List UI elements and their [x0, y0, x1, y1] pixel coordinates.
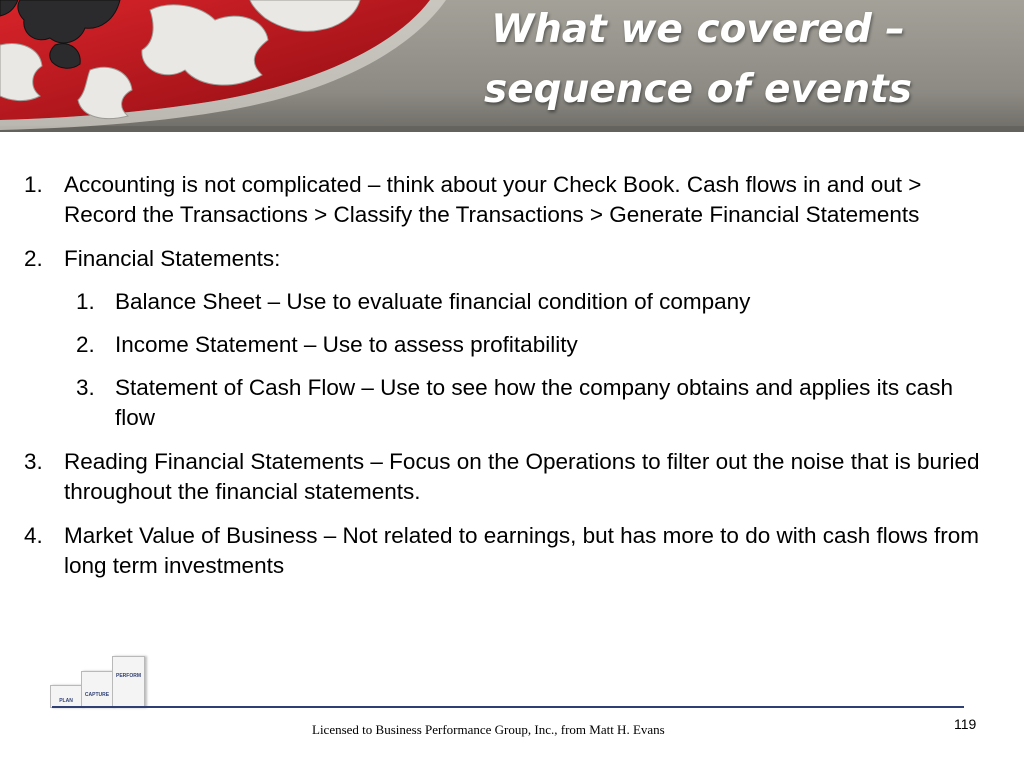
- slide-title: [438, 0, 958, 120]
- list-number: 4.: [24, 523, 43, 548]
- list-item: [24, 170, 994, 230]
- header-banner: [0, 0, 1024, 132]
- sub-list-text: Statement of Cash Flow – Use to see how the company obtains and applies its cash flow: [115, 375, 953, 430]
- sub-list-item: [76, 373, 994, 433]
- sub-list-number: 2.: [76, 332, 95, 357]
- logo-step-label: PLAN: [59, 698, 73, 704]
- logo-step-label: PERFORM: [116, 673, 141, 679]
- logo-step-label: CAPTURE: [84, 692, 110, 698]
- footer-divider: [52, 706, 964, 708]
- list-number: 3.: [24, 449, 43, 474]
- page-number: 119: [954, 716, 977, 732]
- footer-license: Licensed to Business Performance Group, Inc., from Matt H. Evans: [312, 722, 665, 737]
- sub-list-item: [76, 287, 994, 317]
- list-text: Financial Statements:: [64, 246, 281, 271]
- logo-step-capture: [81, 671, 113, 708]
- title-line-1: What we covered –: [491, 7, 905, 52]
- main-list: [24, 170, 994, 581]
- sub-list-text: Balance Sheet – Use to evaluate financial condition of company: [115, 289, 751, 314]
- list-item: [24, 244, 994, 433]
- slide-content: [24, 170, 994, 595]
- list-text: Reading Financial Statements – Focus on the Operations to filter out the noise that is buried throughout the financial statements.: [64, 449, 980, 504]
- sub-list-text: Income Statement – Use to assess profitability: [115, 332, 578, 357]
- sub-list-item: [76, 330, 994, 360]
- sub-list-number: 1.: [76, 289, 95, 314]
- title-line-2: sequence of events: [484, 67, 912, 112]
- list-item: [24, 521, 994, 581]
- list-number: 1.: [24, 172, 43, 197]
- plan-capture-perform-logo: [50, 656, 150, 708]
- list-number: 2.: [24, 246, 43, 271]
- list-text: Accounting is not complicated – think about your Check Book. Cash flows in and out > Record the Transactions > Classify the Transactions > Generate Financial Statements: [64, 172, 922, 227]
- sub-list-number: 3.: [76, 375, 95, 400]
- list-text: Market Value of Business – Not related to earnings, but has more to do with cash flows from long term investments: [64, 523, 980, 578]
- sub-list: [76, 287, 994, 433]
- logo-step-perform: [112, 656, 145, 708]
- list-item: [24, 447, 994, 507]
- logo-step-plan: [50, 685, 82, 708]
